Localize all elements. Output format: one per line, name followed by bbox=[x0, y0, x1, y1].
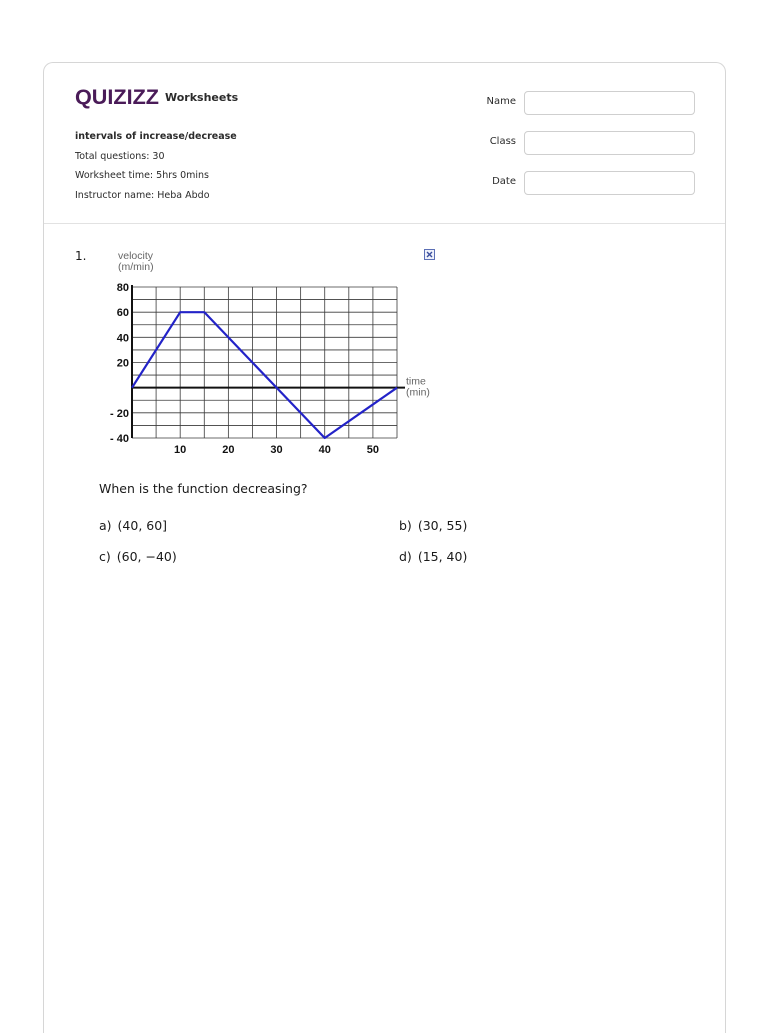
date-label: Date bbox=[492, 176, 516, 187]
option-text: (15, 40) bbox=[417, 549, 468, 564]
y-tick-label: 40 bbox=[116, 332, 129, 345]
option-text: (40, 60] bbox=[117, 518, 168, 533]
y-tick-label: - 20 bbox=[110, 407, 129, 420]
y-axis-title: (m/min) bbox=[118, 261, 154, 273]
x-tick-label: 40 bbox=[318, 444, 331, 456]
y-axis-title: velocity bbox=[118, 250, 154, 262]
option-d bbox=[399, 549, 467, 564]
x-axis-title: time bbox=[406, 375, 426, 388]
y-tick-label: 60 bbox=[116, 307, 129, 320]
question-text: When is the function decreasing? bbox=[99, 481, 308, 496]
option-letter: c) bbox=[99, 549, 111, 564]
name-field[interactable] bbox=[524, 91, 695, 115]
option-letter: a) bbox=[99, 518, 112, 533]
name-label: Name bbox=[486, 96, 516, 107]
option-b bbox=[399, 518, 467, 533]
option-text: (30, 55) bbox=[417, 518, 468, 533]
broken-image-icon bbox=[424, 249, 435, 260]
y-tick-label: 80 bbox=[116, 282, 129, 294]
logo-wordmark: QUIZIZZ bbox=[75, 86, 160, 109]
option-text: (60, −40) bbox=[116, 549, 177, 564]
worksheet-time: Worksheet time: 5hrs 0mins bbox=[75, 170, 209, 181]
option-letter: d) bbox=[399, 549, 412, 564]
x-tick-label: 20 bbox=[222, 444, 235, 456]
y-tick-label: - 40 bbox=[110, 433, 129, 445]
velocity-time-graph bbox=[99, 247, 439, 471]
worksheet-card bbox=[43, 62, 726, 1033]
x-tick-label: 10 bbox=[174, 444, 187, 456]
x-axis-title: (min) bbox=[406, 386, 430, 399]
x-tick-label: 50 bbox=[366, 444, 380, 456]
worksheet-meta bbox=[75, 127, 237, 205]
x-tick-label: 30 bbox=[270, 444, 283, 456]
total-questions: Total questions: 30 bbox=[75, 150, 165, 162]
quizizz-logo bbox=[75, 83, 161, 113]
option-a bbox=[99, 518, 167, 533]
class-label: Class bbox=[489, 136, 516, 147]
question-number: 1. bbox=[75, 249, 87, 263]
worksheet-title: intervals of increase/decrease bbox=[75, 131, 237, 142]
option-c bbox=[99, 549, 177, 564]
instructor-name: Instructor name: Heba Abdo bbox=[75, 189, 210, 201]
date-field[interactable] bbox=[524, 171, 695, 195]
graph-axes bbox=[132, 285, 405, 438]
y-tick-label: 20 bbox=[116, 357, 129, 370]
option-letter: b) bbox=[399, 518, 412, 533]
class-field[interactable] bbox=[524, 131, 695, 155]
worksheets-label: Worksheets bbox=[165, 91, 239, 104]
worksheet-header bbox=[44, 63, 725, 224]
